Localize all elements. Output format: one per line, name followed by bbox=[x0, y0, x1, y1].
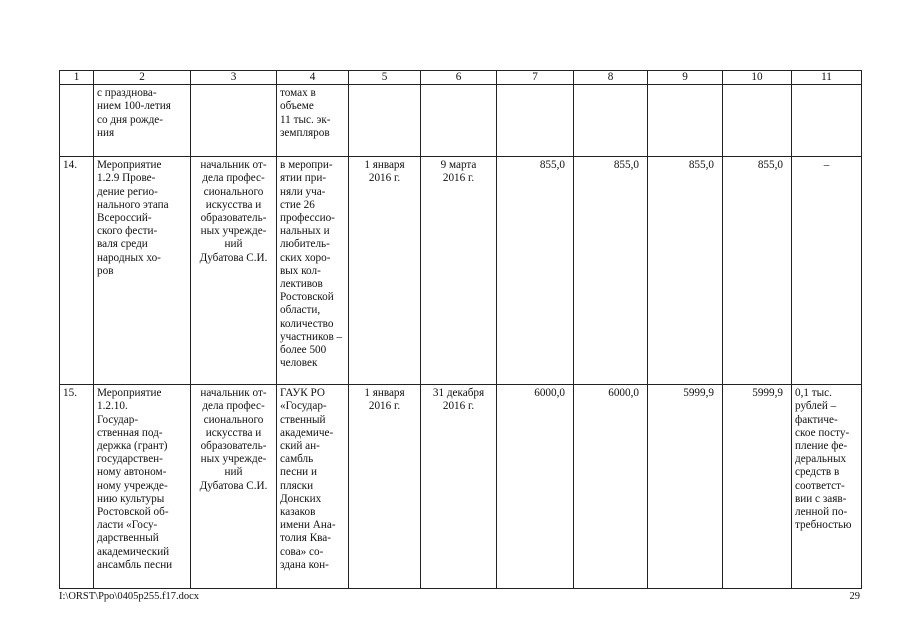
row-number-cell: 14. bbox=[60, 157, 94, 385]
start-date-cell: 1 января 2016 г. bbox=[349, 385, 421, 589]
document-table bbox=[59, 70, 862, 589]
column-number: 4 bbox=[277, 71, 349, 85]
amount-cell: 855,0 bbox=[497, 157, 574, 385]
event-name-cell: Мероприятие 1.2.9 Прове- дение регио- нального этапа Всероссий- ского фести- валя среди народных хо- ров bbox=[94, 157, 191, 385]
end-date-cell: 9 марта 2016 г. bbox=[421, 157, 497, 385]
note-cell: 0,1 тыс. рублей – фактиче- ское посту- пление фе- деральных средств в соответст- вии с заяв- ленной по- требностью bbox=[792, 385, 862, 589]
table-row bbox=[60, 85, 862, 157]
column-number: 11 bbox=[792, 71, 862, 85]
amount-cell: 855,0 bbox=[574, 157, 648, 385]
column-number: 7 bbox=[497, 71, 574, 85]
amount-cell: 855,0 bbox=[723, 157, 792, 385]
amount-cell bbox=[497, 85, 574, 157]
result-cell: ГАУК РО «Государ- ственный академиче- ский ан- самбль песни и пляски Донских казаков имени Ана- толия Ква- сова» со- здана кон- bbox=[277, 385, 349, 589]
responsible-cell bbox=[191, 85, 277, 157]
table-row bbox=[60, 385, 862, 589]
responsible-cell: начальник от- дела профес- сионального искусства и образователь- ных учрежде- ний Дубатова С.И. bbox=[191, 157, 277, 385]
column-number: 10 bbox=[723, 71, 792, 85]
end-date-cell bbox=[421, 85, 497, 157]
event-name-cell: Мероприятие 1.2.10. Государ- ственная под- держка (грант) государствен- ному автоном- ному учрежде- нию культуры Ростовской об- ласти «Госу- дарственный академический ансамбль песни bbox=[94, 385, 191, 589]
row-number-cell: 15. bbox=[60, 385, 94, 589]
responsible-cell: начальник от- дела профес- сионального искусства и образователь- ных учрежде- ний Дубатова С.И. bbox=[191, 385, 277, 589]
amount-cell: 6000,0 bbox=[574, 385, 648, 589]
amount-cell: 5999,9 bbox=[648, 385, 723, 589]
column-number: 5 bbox=[349, 71, 421, 85]
column-number: 8 bbox=[574, 71, 648, 85]
table-header-row bbox=[60, 71, 862, 85]
amount-cell bbox=[574, 85, 648, 157]
note-cell bbox=[792, 85, 862, 157]
table-row bbox=[60, 157, 862, 385]
column-number: 6 bbox=[421, 71, 497, 85]
amount-cell: 5999,9 bbox=[723, 385, 792, 589]
result-cell: в меропри- ятии при- няли уча- стие 26 профессио- нальных и любитель- ских хоро- вых кол- лективов Ростовской области, количество участников – более 500 человек bbox=[277, 157, 349, 385]
amount-cell: 6000,0 bbox=[497, 385, 574, 589]
result-cell: томах в объеме 11 тыс. эк- земпляров bbox=[277, 85, 349, 157]
column-number: 3 bbox=[191, 71, 277, 85]
page-number: 29 bbox=[849, 591, 860, 602]
amount-cell bbox=[648, 85, 723, 157]
column-number: 2 bbox=[94, 71, 191, 85]
row-number-cell bbox=[60, 85, 94, 157]
column-number: 1 bbox=[60, 71, 94, 85]
file-path-footer: I:\ORST\Ppo\0405p255.f17.docx bbox=[59, 591, 200, 602]
end-date-cell: 31 декабря 2016 г. bbox=[421, 385, 497, 589]
start-date-cell bbox=[349, 85, 421, 157]
column-number: 9 bbox=[648, 71, 723, 85]
start-date-cell: 1 января 2016 г. bbox=[349, 157, 421, 385]
event-name-cell: с празднова- нием 100-летия со дня рожде- ния bbox=[94, 85, 191, 157]
amount-cell bbox=[723, 85, 792, 157]
note-cell: – bbox=[792, 157, 862, 385]
amount-cell: 855,0 bbox=[648, 157, 723, 385]
